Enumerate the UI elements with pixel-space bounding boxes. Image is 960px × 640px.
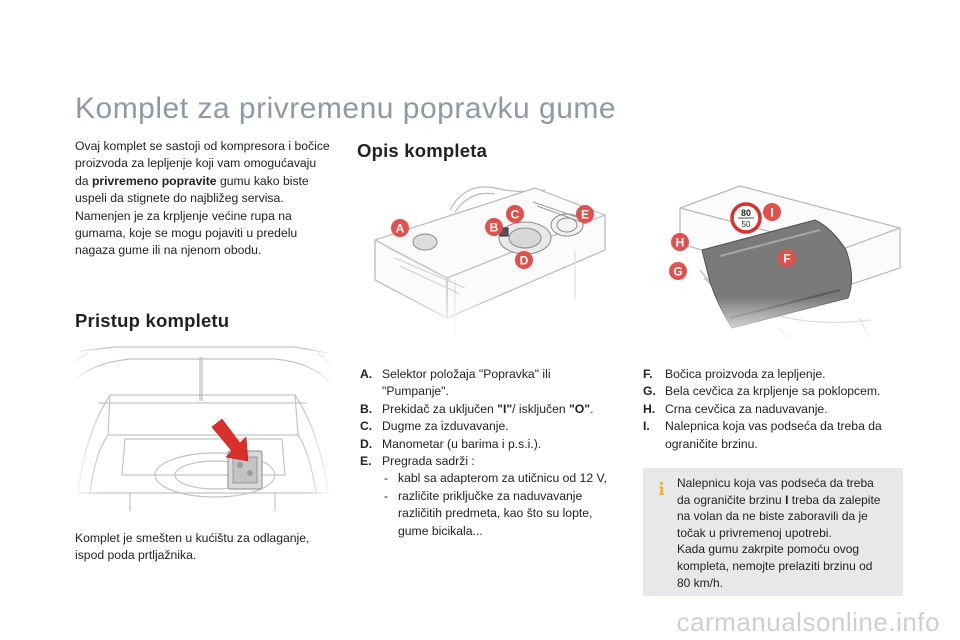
list-item: B. Prekidač za uključen "I"/ isključen "O". xyxy=(360,401,594,416)
sub-list-item: - kabl sa adapterom za utičnicu od 12 V, xyxy=(384,471,607,486)
access-caption xyxy=(75,530,345,565)
list-item: G. Bela cevčica za krpljenje sa poklopcem. xyxy=(643,384,881,399)
note-line: kompleta, nemojte prelaziti brzinu od xyxy=(677,558,873,573)
note-line: točak u privremenoj upotrebi. xyxy=(677,525,832,540)
caption-line: Komplet je smešten u kućištu za odlaganje, xyxy=(75,531,310,545)
access-heading: Pristup kompletu xyxy=(75,310,230,331)
intro-line: Ovaj komplet se sastoji od kompresora i bočice xyxy=(75,139,330,153)
list-item: H. Crna cevčica za naduvavanje. xyxy=(643,401,828,416)
intro-line: gumama, koje se mogu pojaviti u predelu xyxy=(75,226,298,241)
compressor-kit-illustration xyxy=(355,180,610,340)
list-item: C. Dugme za izduvavanje. xyxy=(360,419,509,434)
watermark: carmanualsonline.info xyxy=(676,607,940,637)
list-item: D. Manometar (u barima i p.s.i.). xyxy=(360,436,542,451)
intro-line: Namenjen je za krpljenje većine rupa na xyxy=(75,208,292,223)
list-item: A. Selektor položaja "Popravka" ili "Pumpanje". xyxy=(360,367,551,399)
note-line: da ograničite brzinu I treba da zalepite xyxy=(677,492,881,507)
note-line: Nalepnicu koja vas podseća da treba xyxy=(677,476,874,490)
info-icon xyxy=(653,480,670,497)
intro-bold-phrase: privremeno popravite xyxy=(91,173,217,188)
intro-line: da privremeno popravite gumu kako biste xyxy=(75,173,309,188)
list-item: E. Pregrada sadrži : - kabl sa adapterom za utičnicu od 12 V, - različite priključke za naduvavanje različitih predmeta, kao što su lopte, gume bicikala... xyxy=(360,453,625,540)
note-line: na volan da ne biste zaboravili da je xyxy=(677,509,868,524)
intro-line: nagaza gume ili na njenom obodu. xyxy=(75,243,262,258)
list-item: I. Nalepnica koja vas podseća da treba da ograničite brzinu. xyxy=(643,419,882,451)
trunk-illustration xyxy=(70,343,335,513)
list-item: F. Bočica proizvoda za lepljenje. xyxy=(643,367,826,381)
note-line: 80 km/h. xyxy=(677,575,724,590)
sealant-kit-illustration xyxy=(660,178,915,343)
kit-parts-list-right xyxy=(643,366,913,453)
note-line: Kada gumu zakrpite pomoću ovog xyxy=(677,542,860,557)
description-heading: Opis kompleta xyxy=(357,140,488,161)
intro-line: proizvoda za lepljenje koji vam omogućavaju xyxy=(75,156,317,171)
intro-line: uspeli da stignete do najbližeg servisa. xyxy=(75,191,284,206)
kit-parts-list-left xyxy=(360,366,625,540)
sub-list xyxy=(382,470,625,540)
intro-paragraph xyxy=(75,138,345,260)
info-note-box xyxy=(643,468,903,596)
page-title: Komplet za privremenu popravku gume xyxy=(75,92,617,125)
note-text xyxy=(677,475,897,591)
sub-list-item: - različite priključke za naduvavanje različitih predmeta, kao što su lopte, gume bicikala... xyxy=(384,488,593,538)
caption-line: ispod poda prtljažnika. xyxy=(75,548,197,563)
